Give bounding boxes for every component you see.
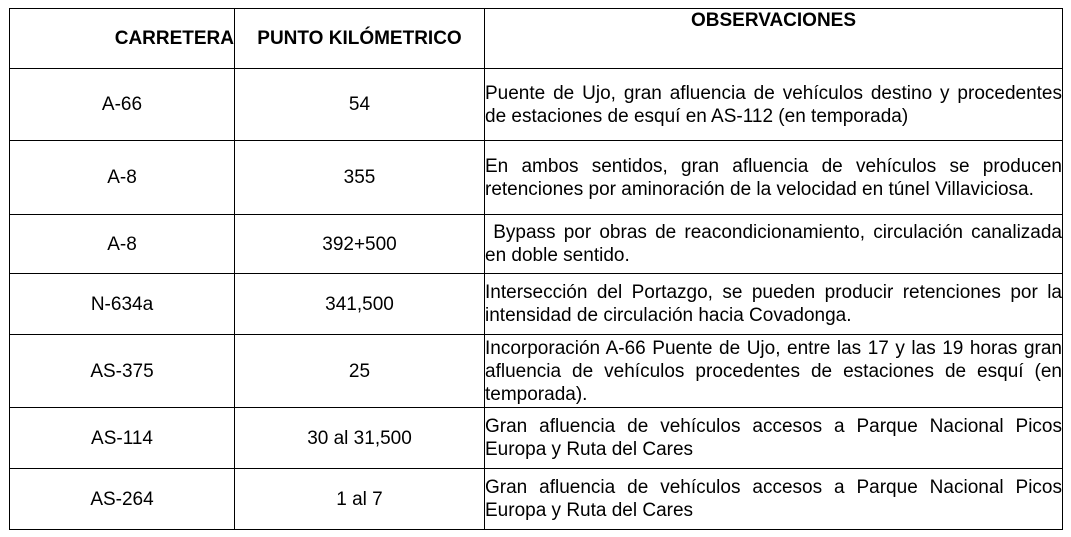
- table-row: [10, 69, 1063, 141]
- cell-carretera: A-8: [10, 141, 235, 215]
- cell-observaciones: En ambos sentidos, gran afluencia de vehículos se producen retenciones por aminoración de la velocidad en túnel Villaviciosa.: [485, 141, 1063, 215]
- cell-punto-km: 341,500: [235, 274, 485, 335]
- table-row: [10, 215, 1063, 274]
- cell-observaciones: Puente de Ujo, gran afluencia de vehículos destino y procedentes de estaciones de esquí en AS-112 (en temporada): [485, 69, 1063, 141]
- cell-carretera: AS-114: [10, 408, 235, 469]
- table-row: [10, 469, 1063, 530]
- cell-carretera: A-8: [10, 215, 235, 274]
- table-row: [10, 408, 1063, 469]
- header-row: [10, 9, 1063, 69]
- cell-punto-km: 392+500: [235, 215, 485, 274]
- cell-punto-km: 25: [235, 335, 485, 408]
- header-observaciones: OBSERVACIONES: [485, 9, 1063, 69]
- cell-carretera: AS-264: [10, 469, 235, 530]
- cell-observaciones: Gran afluencia de vehículos accesos a Parque Nacional Picos Europa y Ruta del Cares: [485, 408, 1063, 469]
- cell-punto-km: 1 al 7: [235, 469, 485, 530]
- table-row: [10, 141, 1063, 215]
- cell-observaciones: Bypass por obras de reacondicionamiento, circulación canalizada en doble sentido.: [485, 215, 1063, 274]
- cell-punto-km: 30 al 31,500: [235, 408, 485, 469]
- cell-observaciones: Incorporación A-66 Puente de Ujo, entre las 17 y las 19 horas gran afluencia de vehículos procedentes de estaciones de esquí (en temporada).: [485, 335, 1063, 408]
- cell-carretera: N-634a: [10, 274, 235, 335]
- cell-carretera: A-66: [10, 69, 235, 141]
- cell-punto-km: 54: [235, 69, 485, 141]
- table-row: [10, 274, 1063, 335]
- road-incidents-table: [9, 8, 1068, 530]
- header-carretera: CARRETERA: [10, 9, 235, 69]
- cell-punto-km: 355: [235, 141, 485, 215]
- cell-carretera: AS-375: [10, 335, 235, 408]
- table-row: [10, 335, 1063, 408]
- header-punto-kilometrico: PUNTO KILÓMETRICO: [235, 9, 485, 69]
- cell-observaciones: Intersección del Portazgo, se pueden producir retenciones por la intensidad de circulación hacia Covadonga.: [485, 274, 1063, 335]
- cell-observaciones: Gran afluencia de vehículos accesos a Parque Nacional Picos Europa y Ruta del Cares: [485, 469, 1063, 530]
